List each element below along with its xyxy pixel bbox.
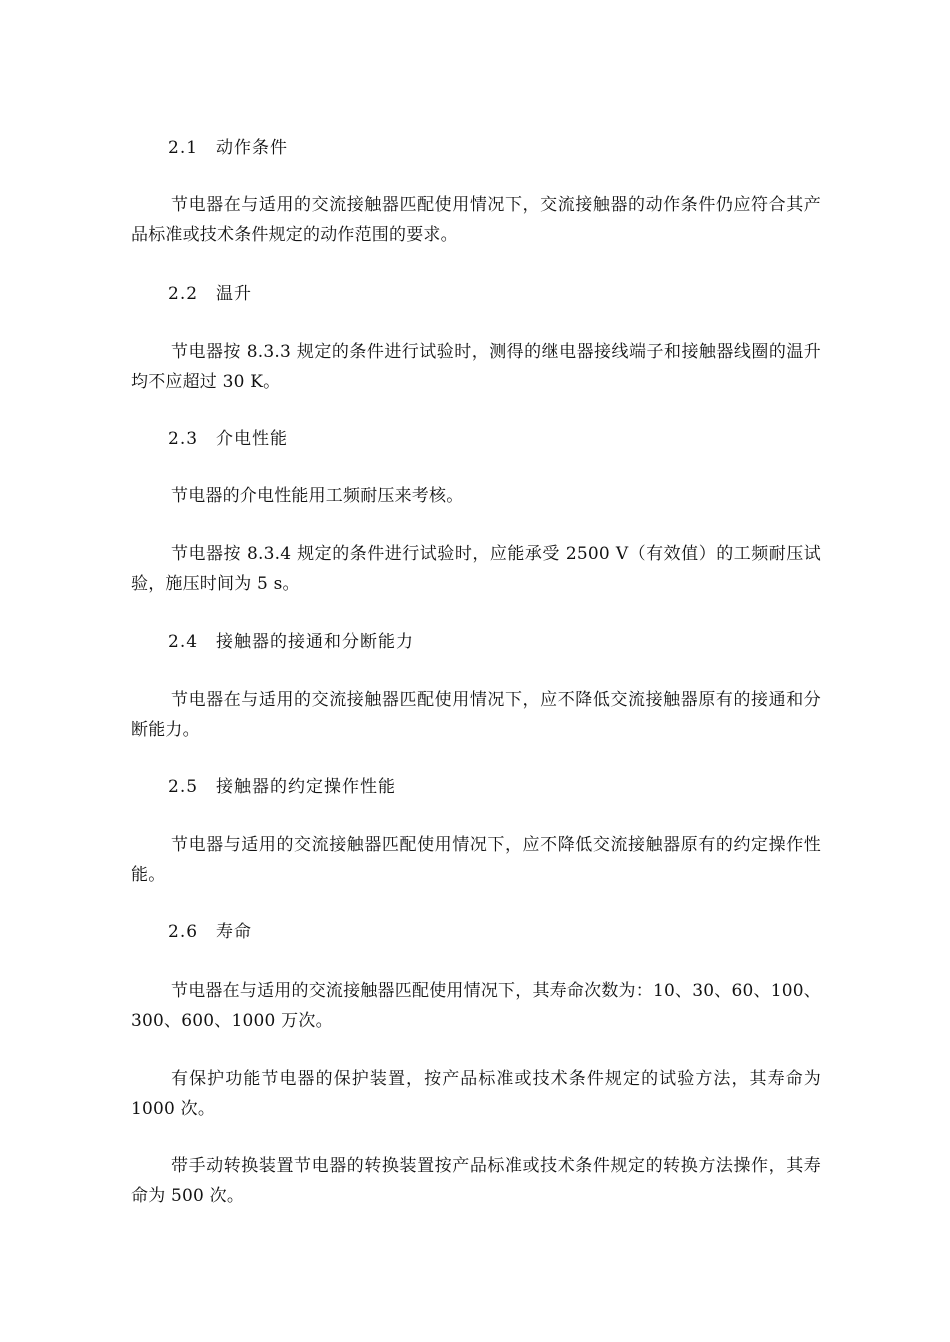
paragraph: 节电器在与适用的交流接触器匹配使用情况下，其寿命次数为：10、30、60、100、300、600、1000 万次。 (131, 981, 821, 1031)
section-title: 介电性能 (216, 429, 288, 449)
paragraph: 节电器按 8.3.4 规定的条件进行试验时，应能承受 2500 V（有效值）的工频耐压试验，施压时间为 5 s。 (131, 544, 821, 594)
section-heading-2-4 (168, 632, 414, 652)
section-title: 温升 (216, 284, 252, 304)
section-number: 2.1 (168, 138, 199, 158)
section-heading-2-1 (168, 138, 288, 158)
paragraph: 带手动转换装置节电器的转换装置按产品标准或技术条件规定的转换方法操作，其寿命为 500 次。 (131, 1156, 821, 1206)
section-number: 2.5 (168, 777, 199, 797)
section-number: 2.4 (168, 632, 199, 652)
paragraph: 节电器在与适用的交流接触器匹配使用情况下，应不降低交流接触器原有的接通和分断能力。 (131, 690, 821, 740)
section-number: 2.3 (168, 429, 199, 449)
section-number: 2.6 (168, 922, 199, 942)
section-heading-2-6 (168, 922, 252, 942)
section-heading-2-2 (168, 284, 252, 304)
section-title: 动作条件 (216, 138, 288, 158)
section-heading-2-3 (168, 429, 288, 449)
paragraph: 节电器与适用的交流接触器匹配使用情况下，应不降低交流接触器原有的约定操作性能。 (131, 835, 821, 885)
section-title: 接触器的约定操作性能 (216, 777, 396, 797)
section-number: 2.2 (168, 284, 199, 304)
paragraph: 节电器按 8.3.3 规定的条件进行试验时，测得的继电器接线端子和接触器线圈的温升均不应超过 30 K。 (131, 342, 821, 392)
paragraph: 有保护功能节电器的保护装置，按产品标准或技术条件规定的试验方法，其寿命为 1000 次。 (131, 1069, 821, 1119)
paragraph: 节电器的介电性能用工频耐压来考核。 (171, 486, 464, 506)
section-title: 寿命 (216, 922, 252, 942)
section-heading-2-5 (168, 777, 396, 797)
section-title: 接触器的接通和分断能力 (216, 632, 414, 652)
paragraph: 节电器在与适用的交流接触器匹配使用情况下，交流接触器的动作条件仍应符合其产品标准或技术条件规定的动作范围的要求。 (131, 195, 821, 245)
